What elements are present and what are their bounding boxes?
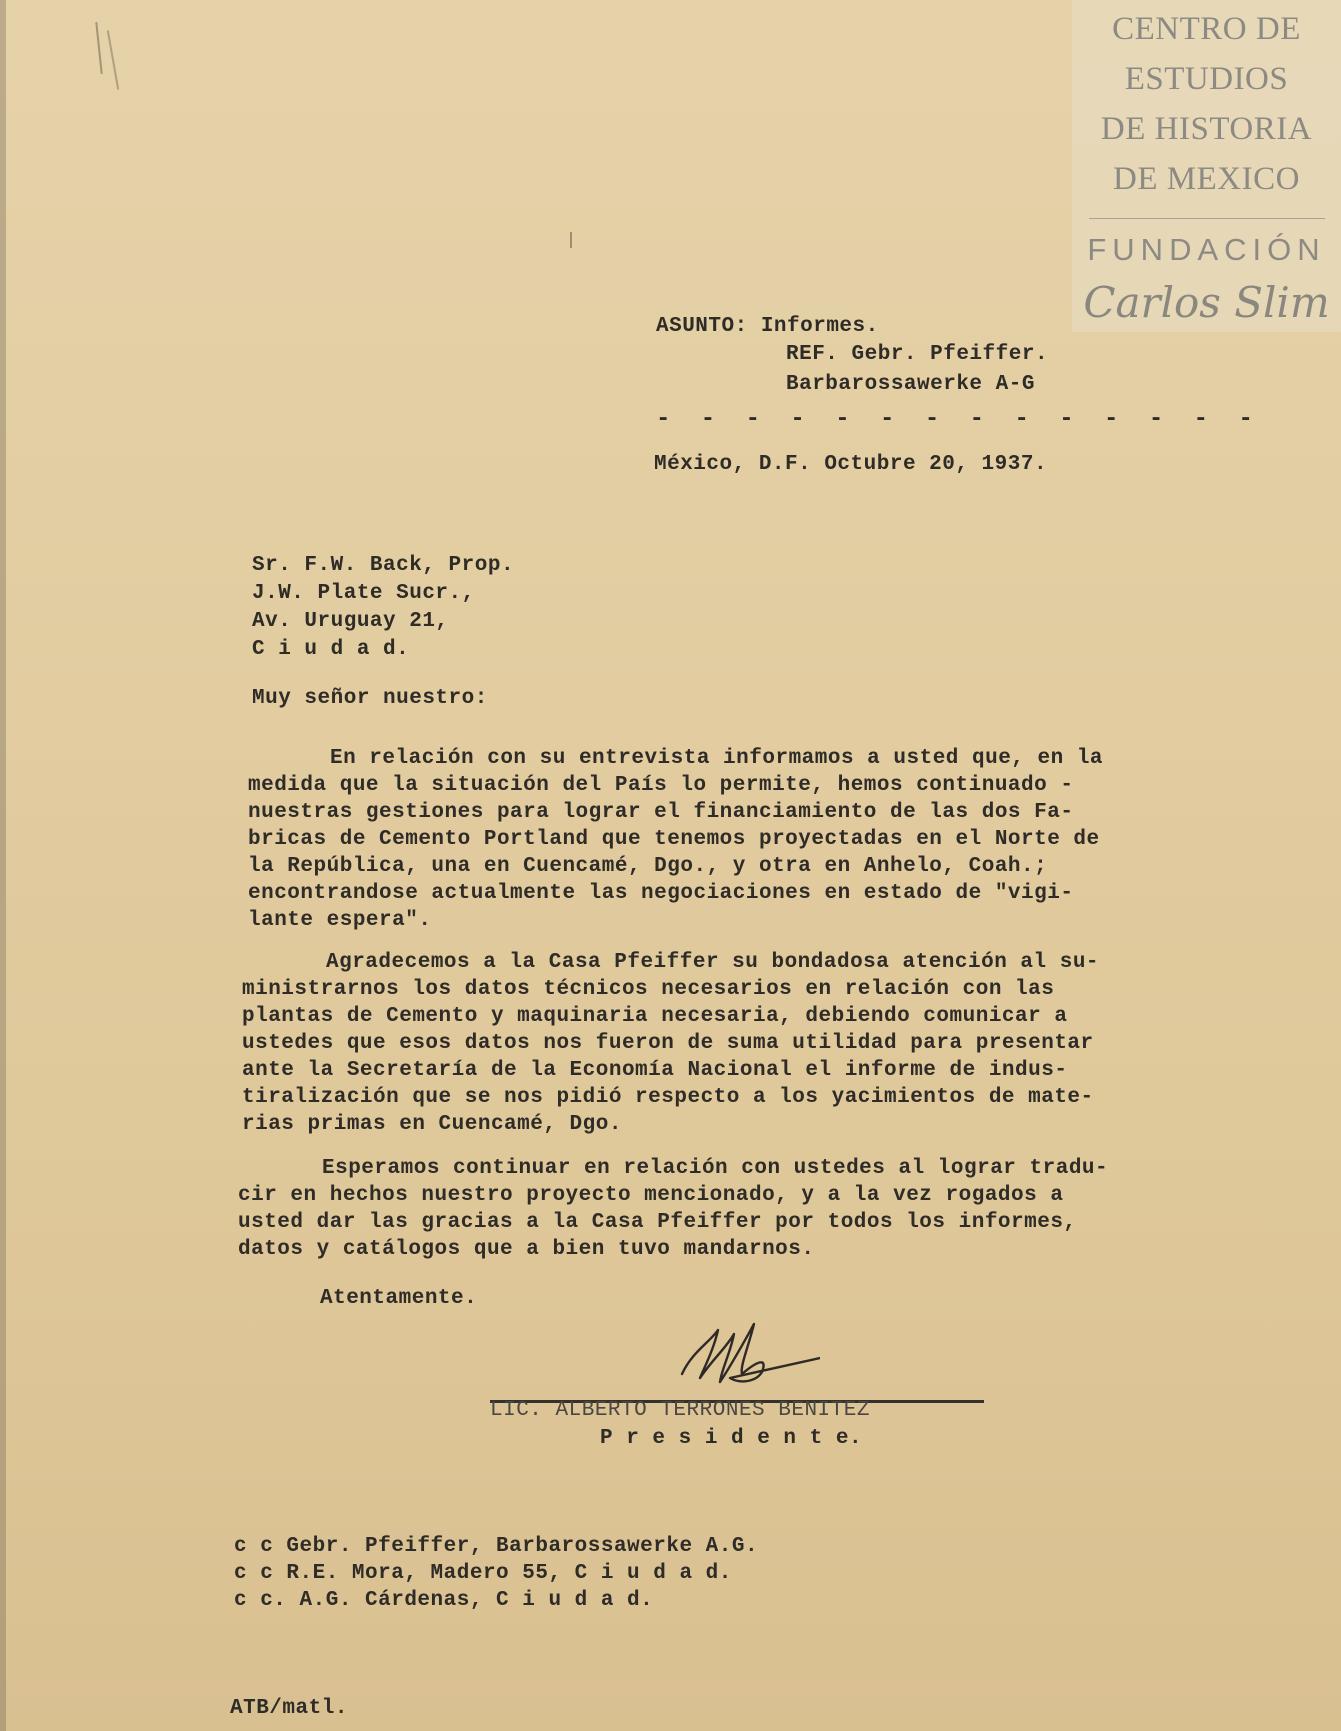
recipient-line-3: Av. Uruguay 21, (252, 610, 449, 633)
paragraph-2-line: ministrarnos los datos técnicos necesarios en relación con las (242, 978, 1055, 1001)
closing: Atentamente. (320, 1287, 478, 1310)
paragraph-1-line: En relación con su entrevista informamos a usted que, en la (330, 747, 1104, 770)
watermark-signature-logo: Carlos Slim (1083, 278, 1330, 327)
paragraph-3-line: usted dar las gracias a la Casa Pfeiffer por todos los informes, (238, 1211, 1077, 1234)
watermark-divider (1089, 218, 1325, 219)
paragraph-2-line: tiralización que se nos pidió respecto a los yacimientos de mate- (242, 1086, 1094, 1109)
top-ink-mark-2 (107, 30, 119, 89)
subject-ref: REF. Gebr. Pfeiffer. (786, 343, 1049, 366)
paragraph-1-line: medida que la situación del País lo permite, hemos continuado - (248, 774, 1074, 797)
paragraph-1-line: nuestras gestiones para lograr el financiamiento de las dos Fa- (248, 801, 1074, 824)
paragraph-2-line: plantas de Cemento y maquinaria necesaria, debiendo comunicar a (242, 1005, 1068, 1028)
paragraph-1-line: bricas de Cemento Portland que tenemos proyectadas en el Norte de (248, 828, 1100, 851)
left-edge-shadow (0, 0, 6, 1731)
letter-date: México, D.F. Octubre 20, 1937. (654, 453, 1048, 476)
paragraph-3-line: cir en hechos nuestro proyecto mencionado, y a la vez rogados a (238, 1184, 1064, 1207)
recipient-line-2: J.W. Plate Sucr., (252, 582, 475, 605)
salutation: Muy señor nuestro: (252, 687, 488, 710)
paragraph-2-line: rias primas en Cuencamé, Dgo. (242, 1113, 622, 1136)
paragraph-2-line: ante la Secretaría de la Economía Nacional el informe de indus- (242, 1059, 1068, 1082)
paragraph-1-line: encontrandose actualmente las negociaciones en estado de "vigi- (248, 882, 1074, 905)
cc-line: c c Gebr. Pfeiffer, Barbarossawerke A.G. (234, 1535, 759, 1558)
signer-title: P r e s i d e n t e. (600, 1427, 863, 1450)
archive-watermark (1072, 0, 1341, 332)
recipient-line-4: C i u d a d. (252, 638, 410, 661)
top-ink-mark (95, 22, 102, 74)
paragraph-1-line: la República, una en Cuencamé, Dgo., y otra en Anhelo, Coah.; (248, 855, 1048, 878)
cc-line: c c. A.G. Cárdenas, C i u d a d. (234, 1589, 654, 1612)
signer-name: LIC. ALBERTO TERRONES BENITEZ (490, 1399, 870, 1422)
paragraph-3-line: Esperamos continuar en relación con ustedes al lograr tradu- (322, 1157, 1109, 1180)
watermark-line-2: ESTUDIOS (1124, 61, 1289, 97)
reference-initials: ATB/matl. (230, 1697, 348, 1720)
tick-mark (570, 232, 572, 248)
subject-separator: - - - - - - - - - - - - - - (656, 406, 1261, 433)
watermark-line-1: CENTRO DE (1112, 11, 1301, 47)
subject-asunto: ASUNTO: Informes. (656, 315, 879, 338)
cc-line: c c R.E. Mora, Madero 55, C i u d a d. (234, 1562, 732, 1585)
watermark-fundacion: FUNDACIÓN (1087, 232, 1326, 267)
subject-company: Barbarossawerke A-G (786, 373, 1035, 396)
paragraph-2-line: Agradecemos a la Casa Pfeiffer su bondadosa atención al su- (326, 951, 1100, 974)
paragraph-2-line: ustedes que esos datos nos fueron de suma utilidad para presentar (242, 1032, 1094, 1055)
paragraph-3-line: datos y catálogos que a bien tuvo mandarnos. (238, 1238, 815, 1261)
paragraph-1-line: lante espera". (248, 909, 432, 932)
watermark-line-4: DE MEXICO (1113, 161, 1300, 197)
handwritten-signature (670, 1312, 820, 1392)
watermark-line-3: DE HISTORIA (1100, 111, 1313, 147)
recipient-line-1: Sr. F.W. Back, Prop. (252, 554, 515, 577)
